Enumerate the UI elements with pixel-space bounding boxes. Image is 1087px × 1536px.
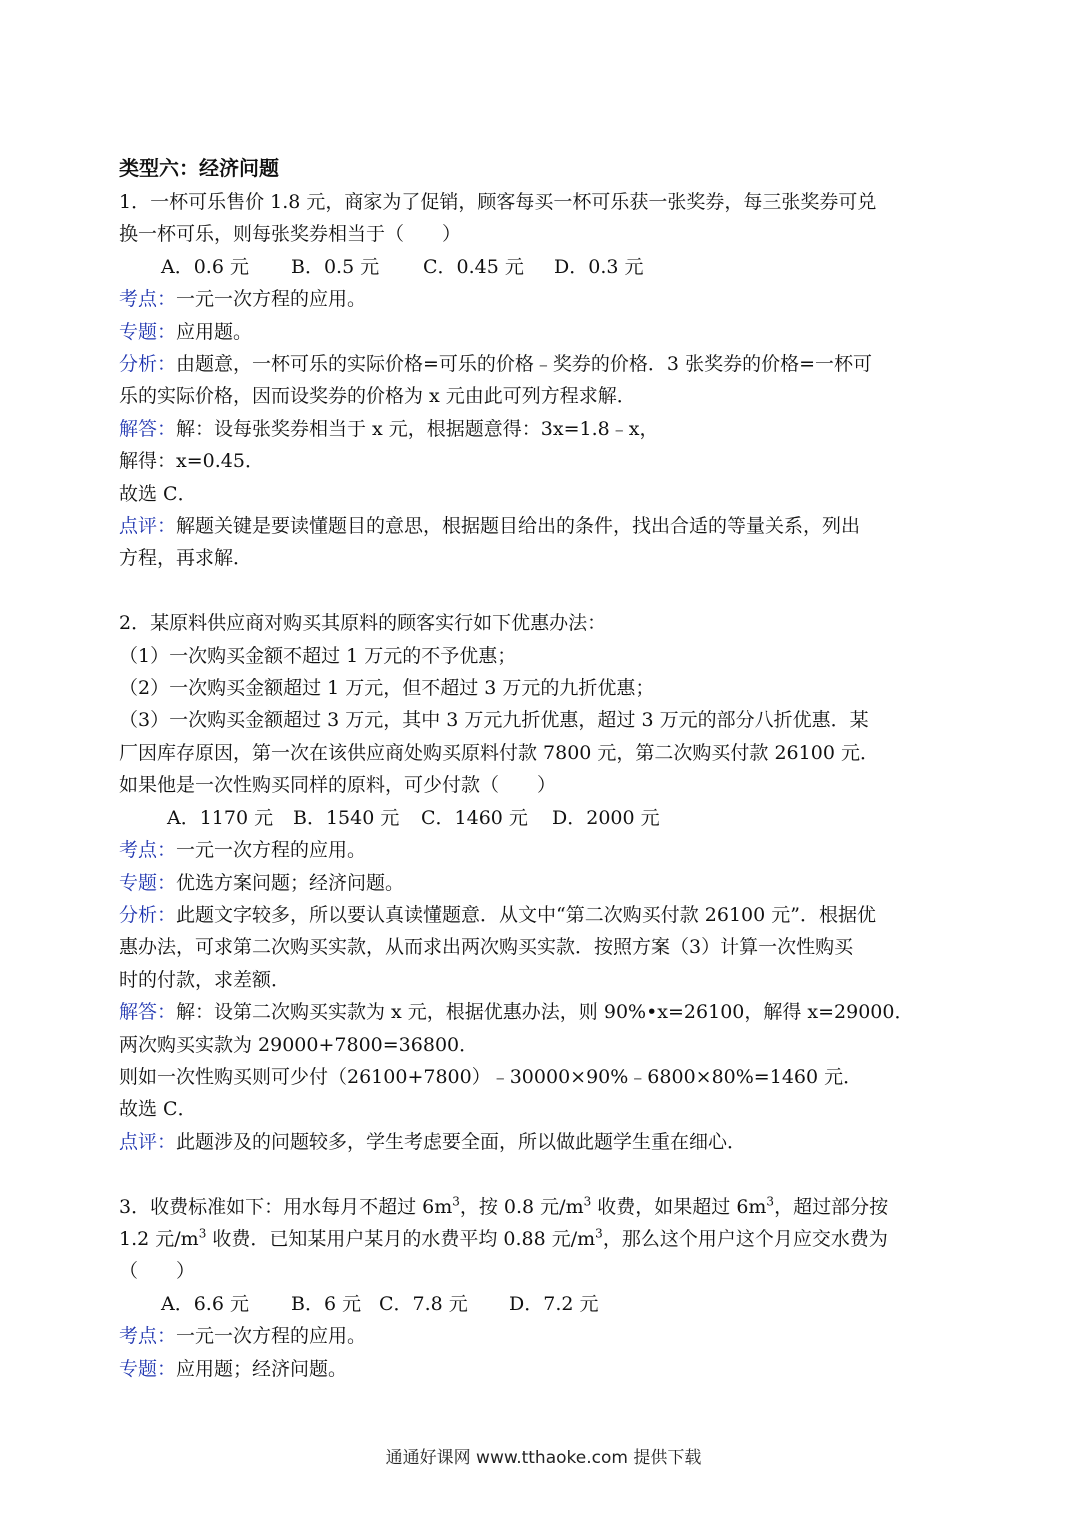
q3-option-c: C．7.8 元: [379, 1292, 468, 1315]
q1-fenxi-line1: 分析：由题意，一杯可乐的实际价格=可乐的价格﹣奖券的价格．3 张奖券的价格=一杯可: [119, 353, 872, 376]
page-footer: 通通好课网 www.tthaoke.com 提供下载: [385, 1448, 702, 1468]
q1-jieda-line3: 故选 C．: [119, 482, 197, 505]
q1-option-d: D．0.3 元: [554, 255, 644, 278]
q2-fenxi-line2: 惠办法，可求第二次购买实款，从而求出两次购买实款．按照方案（3）计算一次性购买: [119, 936, 854, 959]
q1-dianping-line1: 点评：解题关键是要读懂题目的意思，根据题目给出的条件，找出合适的等量关系，列出: [119, 515, 861, 538]
label-fenxi: 分析：: [119, 903, 177, 926]
q3-option-d: D．7.2 元: [509, 1292, 599, 1315]
q2-options: [119, 802, 979, 834]
label-zhuanti: 专题：: [119, 1357, 177, 1380]
q2-rule2: （2）一次购买金额超过 1 万元，但不超过 3 万元的九折优惠；: [119, 677, 655, 700]
label-kaodian: 考点：: [119, 1325, 177, 1348]
q1-fenxi-line2: 乐的实际价格，因而设奖券的价格为 x 元由此可列方程求解．: [119, 385, 636, 408]
q2-option-b: B．1540 元: [293, 806, 400, 829]
q2-option-c: C．1460 元: [421, 806, 528, 829]
label-fenxi: 分析：: [119, 353, 177, 376]
q1-jieda-line2: 解得：x=0.45．: [119, 450, 264, 473]
q2-kaodian: 考点：一元一次方程的应用。: [119, 839, 367, 862]
q2-rule3-line2: 厂因库存原因，第一次在该供应商处购买原料付款 7800 元，第二次购买付款 26100 元．: [119, 741, 879, 764]
label-dianping: 点评：: [119, 515, 177, 538]
q2-option-d: D．2000 元: [552, 806, 660, 829]
q3-stem-line2: 1.2 元$/m^3$ 收费．已知某用户某月的水费平均 0.88 元$/m^3$，那么这个用户这个月应交水费为: [119, 1226, 888, 1250]
q1-option-a: A．0.6 元: [161, 255, 249, 278]
q2-fenxi-line3: 时的付款，求差额．: [119, 968, 291, 991]
q2-rule3-line3: 如果他是一次性购买同样的原料，可少付款（ ）: [119, 774, 557, 797]
section-title: 类型六：经济问题: [119, 156, 279, 180]
q2-jieda-line2: 两次购买实款为 29000+7800=36800．: [119, 1033, 479, 1056]
q1-dianping-line2: 方程，再求解．: [119, 547, 253, 570]
q1-option-c: C．0.45 元: [423, 255, 524, 278]
q1-stem-line1: 1．一杯可乐售价 1.8 元，商家为了促销，顾客每买一杯可乐获一张奖券，每三张奖券可兑: [119, 191, 877, 213]
q1-stem-line2: 换一杯可乐，则每张奖券相当于（ ）: [119, 223, 462, 246]
q2-rule1: （1）一次购买金额不超过 1 万元的不予优惠；: [119, 644, 517, 667]
q2-dianping: 点评：此题涉及的问题较多，学生考虑要全面，所以做此题学生重在细心．: [119, 1130, 747, 1153]
label-zhuanti: 专题：: [119, 320, 177, 343]
q1-zhuanti: 专题：应用题。: [119, 320, 253, 343]
q3-zhuanti: 专题：应用题；经济问题。: [119, 1357, 348, 1380]
q2-zhuanti: 专题：优选方案问题；经济问题。: [119, 871, 405, 894]
q1-jieda-line1: 解答：解：设每张奖券相当于 x 元，根据题意得：3x=1.8﹣x，: [119, 417, 659, 440]
q2-jieda-line3: 则如一次性购买则可少付（26100+7800）﹣30000×90%﹣6800×80%=1460 元．: [119, 1065, 863, 1088]
label-dianping: 点评：: [119, 1130, 177, 1153]
q3-kaodian: 考点：一元一次方程的应用。: [119, 1325, 367, 1348]
q2-jieda-line4: 故选 C．: [119, 1098, 197, 1121]
q2-rule3-line1: （3）一次购买金额超过 3 万元，其中 3 万元九折优惠，超过 3 万元的部分八折优惠．某: [119, 709, 869, 732]
label-kaodian: 考点：: [119, 288, 177, 311]
document-body: [119, 150, 979, 1385]
q3-option-a: A．6.6 元: [161, 1292, 249, 1315]
q3-stem-line1: 3．收费标准如下：用水每月不超过 $6m^3$，按 0.8 元$/m^3$ 收费，如果超过 $6m^3$，超过部分按: [119, 1194, 889, 1218]
q2-option-a: A．1170 元: [167, 806, 274, 829]
spacer: [119, 575, 979, 607]
q2-stem: 2．某原料供应商对购买其原料的顾客实行如下优惠办法：: [119, 612, 607, 635]
q2-fenxi-line1: 分析：此题文字较多，所以要认真读懂题意．从文中“第二次购买付款 26100 元”．根据优: [119, 903, 876, 926]
q3-stem-line3: （ ）: [119, 1260, 196, 1283]
label-jieda: 解答：: [119, 417, 177, 440]
label-zhuanti: 专题：: [119, 871, 177, 894]
q2-jieda-line1: 解答：解：设第二次购买实款为 x 元，根据优惠办法，则 90%•x=26100，解得 x=29000．: [119, 1001, 914, 1024]
q3-options: [119, 1288, 979, 1320]
label-kaodian: 考点：: [119, 839, 177, 862]
q1-kaodian: 考点：一元一次方程的应用。: [119, 288, 367, 311]
label-jieda: 解答：: [119, 1001, 177, 1024]
q1-option-b: B．0.5 元: [291, 255, 380, 278]
q3-option-b: B．6 元: [291, 1292, 362, 1315]
q1-options: [119, 251, 979, 283]
spacer: [119, 1158, 979, 1190]
